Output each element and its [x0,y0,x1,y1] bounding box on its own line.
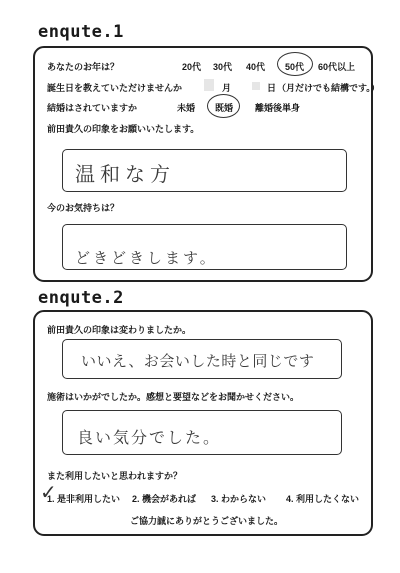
birthday-month-label: 月 [222,83,232,93]
feeling-answer: どきどきします。 [75,249,218,267]
treatment-question: 施術はいかがでしたか。感想と要望などをお聞かせください。 [47,392,300,402]
marital-option-divorced[interactable]: 離婚後単身 [255,103,301,113]
impression-change-question: 前田貴久の印象は変わりましたか。 [47,325,192,335]
birthday-question: 誕生日を教えていただけませんか [47,83,183,93]
birthday-day-label: 日 [267,83,277,93]
impression-change-answer-box[interactable] [62,339,342,379]
impression-question: 前田貴久の印象をお願いいたします。 [47,124,200,134]
marital-option-married[interactable]: 既婚 [215,103,234,113]
birthday-note: （月だけでも結構です。） [277,83,380,93]
impression-answer: 温和な方 [75,162,175,186]
revisit-selected-check: ✓ [40,480,57,504]
impression-answer-box[interactable] [62,149,347,192]
age-question: あなたのお年は？ [47,62,120,72]
feeling-answer-box[interactable] [62,224,347,270]
marital-option-single[interactable]: 未婚 [177,103,196,113]
age-option-20[interactable]: 20代 [182,62,202,72]
age-option-60plus[interactable]: 60代以上 [318,62,356,72]
enquete1-heading: enqute.1 [38,22,124,42]
birthday-day-blank[interactable] [252,82,260,90]
revisit-question: また利用したいと思われますか？ [47,471,183,481]
revisit-option-4[interactable]: 4. 利用したくない [286,494,360,504]
age-option-30[interactable]: 30代 [213,62,233,72]
birthday-month-blank[interactable] [204,79,214,91]
feeling-question: 今のお気持ちは？ [47,203,120,213]
revisit-option-2[interactable]: 2. 機会があれば [132,494,197,504]
treatment-answer-box[interactable] [62,410,342,455]
treatment-answer: 良い気分でした。 [77,428,222,447]
revisit-option-3[interactable]: 3. わからない [211,494,267,504]
impression-change-answer: いいえ、お会いした時と同じです [81,352,315,370]
age-selected-circle [277,52,313,76]
marital-selected-circle [207,94,240,118]
thanks-message: ご協力誠にありがとうございました。 [130,516,284,526]
marital-question: 結婚はされていますか [47,103,138,113]
age-option-40[interactable]: 40代 [246,62,266,72]
revisit-option-1[interactable]: 1. 是非利用したい [47,494,121,504]
enquete2-heading: enqute.2 [38,288,124,308]
age-option-50[interactable]: 50代 [285,62,305,72]
